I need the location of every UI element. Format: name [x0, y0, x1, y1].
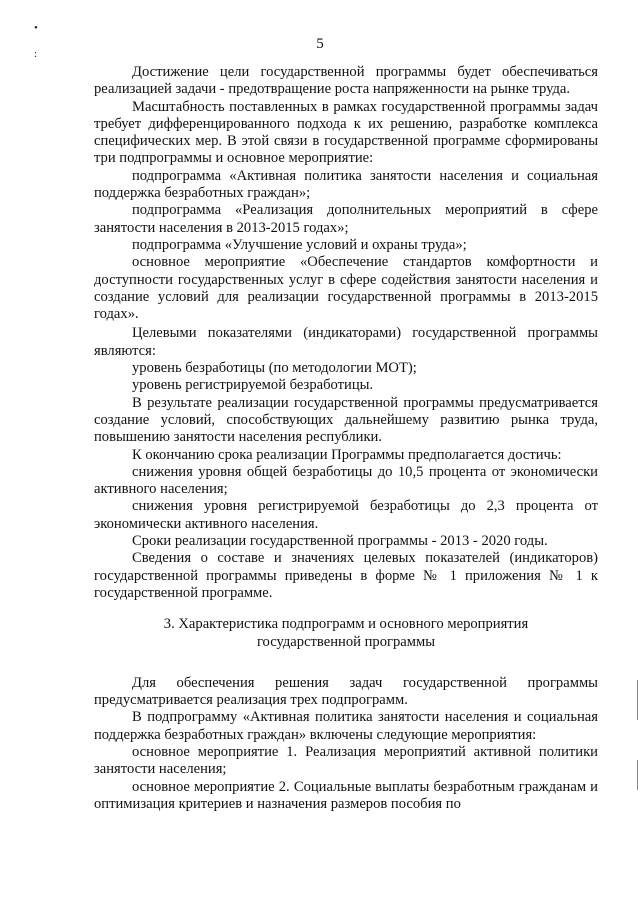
paragraph: Для обеспечения решения задач государственной программы предусматривается реализация трех подпрограмм. [94, 674, 598, 709]
section-heading-line2: государственной программы [256, 633, 436, 650]
paragraph: подпрограмма «Активная политика занятости населения и социальная поддержка безработных граждан»; [94, 167, 598, 202]
paragraph: Сроки реализации государственной программы - 2013 - 2020 годы. [132, 533, 548, 550]
paragraph: Сведения о составе и значениях целевых показателей (индикаторов) государственной программы приведены в форме № 1 приложения № 1 к государственной программе. [94, 550, 598, 601]
body-text [94, 64, 598, 813]
paragraph: Целевыми показателями (индикаторами) государственной программы являются: [94, 325, 598, 359]
paragraph: К окончанию срока реализации Программы предполагается достичь: [132, 446, 562, 463]
paragraph: подпрограмма «Реализация дополнительных мероприятий в сфере занятости населения в 2013-2015 годах»; [94, 202, 598, 236]
paragraph: В результате реализации государственной программы предусматривается создание условий, способствующих дальнейшему развитию рынка труда, повышению занятости населения республики. [94, 394, 598, 446]
paragraph: подпрограмма «Улучшение условий и охраны труда»; [132, 236, 467, 253]
paragraph: снижения уровня регистрируемой безработицы до 2,3 процента от экономически активного населения. [94, 498, 598, 532]
scan-edge-line [637, 760, 638, 790]
paragraph: основное мероприятие «Обеспечение стандартов комфортности и доступности государственных услуг в сфере содействия занятости населения и создание условий для реализации государственной программы в 2013-2015 годах». [94, 254, 598, 323]
paragraph: основное мероприятие 2. Социальные выплаты безработным гражданам и оптимизация критериев и назначения размеров пособия по [94, 778, 598, 812]
scan-edge-line [637, 680, 638, 720]
paragraph: основное мероприятие 1. Реализация мероприятий активной политики занятости населения; [94, 743, 598, 778]
scan-mark: : [34, 48, 38, 60]
paragraph: Масштабность поставленных в рамках государственной программы задач требует дифференцированного подхода к их решению, разработке комплекса специфических мер. В этой связи в государственной программе сформированы три подпрограммы и основное мероприятие: [94, 98, 598, 167]
section-heading-line1: 3. Характеристика подпрограмм и основного мероприятия [163, 616, 529, 633]
paragraph: уровень регистрируемой безработицы. [132, 377, 374, 394]
paragraph: уровень безработицы (по методологии МОТ); [132, 360, 417, 377]
paragraph: В подпрограмму «Активная политика занятости населения и социальная поддержка безработных граждан» включены следующие мероприятия: [94, 709, 598, 743]
scan-mark: • [34, 22, 38, 34]
page-number: 5 [316, 36, 324, 52]
section-heading [94, 616, 598, 651]
paragraph: снижения уровня общей безработицы до 10,5 процента от экономически активного населения; [94, 463, 598, 498]
paragraph: Достижение цели государственной программы будет обеспечиваться реализацией задачи - предотвращение роста напряженности на рынке труда. [94, 64, 598, 98]
